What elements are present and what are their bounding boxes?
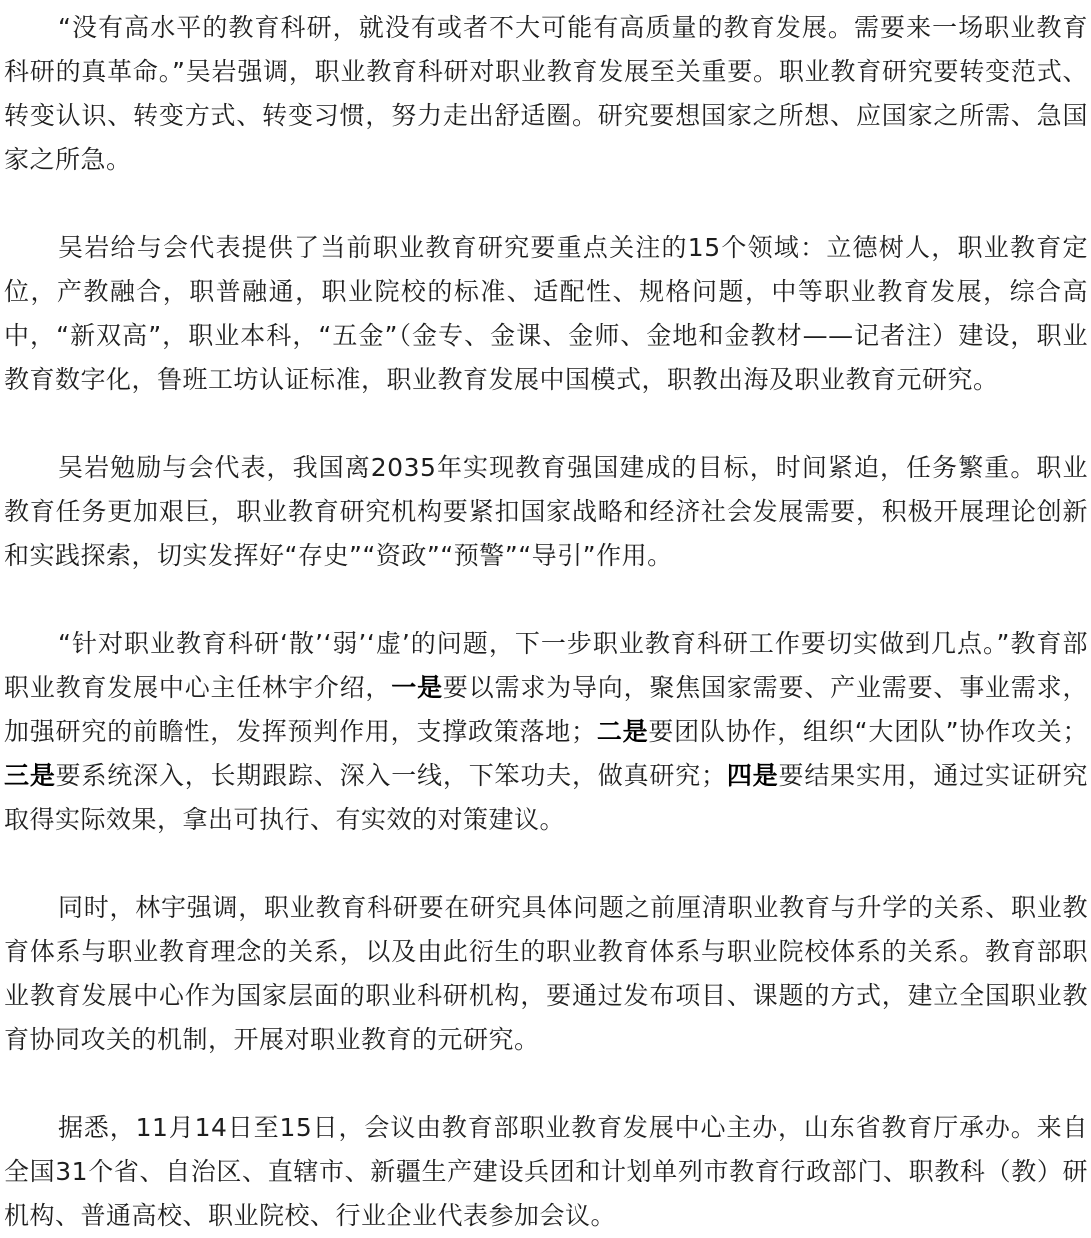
- paragraph-text: 要以需求为导向，聚焦国家需要、产业需要、事业需求，加强研究的前瞻性，发挥预判作用，支撑政策落地；: [4, 673, 1088, 746]
- emphasis-third: 三是: [4, 761, 56, 790]
- paragraph-wu-yan-quote: [4, 6, 1088, 182]
- paragraph-fifteen-fields: [4, 226, 1088, 402]
- paragraph-text: 要结果实用，通过实证研究取得实际效果，拿出可执行、有实效的对策建议。: [4, 761, 1088, 834]
- paragraph-2035-goal: [4, 446, 1088, 578]
- paragraph-text: “没有高水平的教育科研，就没有或者不大可能有高质量的教育发展。需要来一场职业教育科研的真革命。”吴岩强调，职业教育科研对职业教育发展至关重要。职业教育研究要转变范式、转变认识、转变方式、转变习惯，努力走出舒适圈。研究要想国家之所想、应国家之所需、急国家之所急。: [4, 13, 1088, 174]
- paragraph-text: “针对职业教育科研‘散’‘弱’‘虚’的问题，下一步职业教育科研工作要切实做到几点。”教育部职业教育发展中心主任林宇介绍，: [4, 629, 1088, 702]
- paragraph-text: 要系统深入，长期跟踪、深入一线，下笨功夫，做真研究；: [55, 761, 727, 790]
- paragraph-meeting-info: [4, 1106, 1088, 1238]
- emphasis-fourth: 四是: [726, 761, 779, 790]
- paragraph-text: 同时，林宇强调，职业教育科研要在研究具体问题之前厘清职业教育与升学的关系、职业教育体系与职业教育理念的关系，以及由此衍生的职业教育体系与职业院校体系的关系。教育部职业教育发展中心作为国家层面的职业科研机构，要通过发布项目、课题的方式，建立全国职业教育协同攻关的机制，开展对职业教育的元研究。: [4, 893, 1088, 1054]
- paragraph-text: 据悉，11月14日至15日，会议由教育部职业教育发展中心主办，山东省教育厅承办。来自全国31个省、自治区、直辖市、新疆生产建设兵团和计划单列市教育行政部门、职教科（教）研机构、普通高校、职业院校、行业企业代表参加会议。: [4, 1113, 1088, 1230]
- emphasis-second: 二是: [596, 717, 649, 746]
- paragraph-relationships: [4, 886, 1088, 1062]
- article-body: [4, 6, 1088, 1238]
- paragraph-text: 吴岩勉励与会代表，我国离2035年实现教育强国建成的目标，时间紧迫，任务繁重。职业教育任务更加艰巨，职业教育研究机构要紧扣国家战略和经济社会发展需要，积极开展理论创新和实践探索，切实发挥好“存史”“资政”“预警”“导引”作用。: [4, 453, 1088, 570]
- paragraph-text: 吴岩给与会代表提供了当前职业教育研究要重点关注的15个领域：立德树人，职业教育定位，产教融合，职普融通，职业院校的标准、适配性、规格问题，中等职业教育发展，综合高中，“新双高”，职业本科，“五金”（金专、金课、金师、金地和金教材——记者注）建设，职业教育数字化，鲁班工坊认证标准，职业教育发展中国模式，职教出海及职业教育元研究。: [4, 233, 1088, 394]
- emphasis-first: 一是: [391, 673, 443, 702]
- paragraph-text: 要团队协作，组织“大团队”协作攻关；: [648, 717, 1088, 746]
- paragraph-lin-yu-points: [4, 622, 1088, 842]
